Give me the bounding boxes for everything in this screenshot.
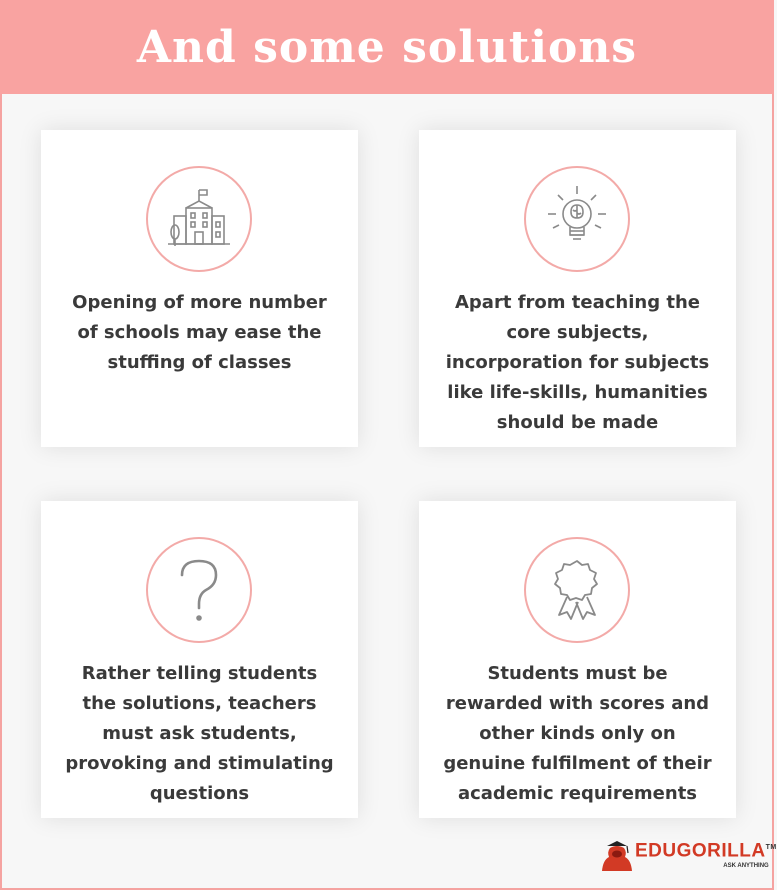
icon-circle (524, 166, 630, 272)
card-text: Apart from teaching the core subjects, incorporation for subjects like life-skills, humanities should be made (445, 292, 710, 433)
icon-circle (524, 537, 630, 643)
page-title: And some solutions (136, 21, 638, 73)
icon-circle (146, 166, 252, 272)
card-text: Students must be rewarded with scores and other kinds only on genuine fulfilment of their academic requirements (443, 663, 712, 804)
lightbulb-brain-icon (540, 182, 614, 256)
card-text: Rather telling students the solutions, teachers must ask students, provoking and stimulating questions (65, 663, 334, 804)
edugorilla-logo (601, 836, 777, 872)
header-banner (0, 0, 774, 94)
solution-card-rewards (419, 501, 736, 818)
logo-name (635, 838, 777, 861)
card-text: Opening of more number of schools may ease the stuffing of classes (72, 292, 327, 373)
question-mark-icon (169, 555, 229, 625)
logo-brand-name: EDUGORILLA (635, 840, 766, 862)
logo-tagline: ASK ANYTHING (723, 862, 769, 869)
icon-circle (146, 537, 252, 643)
logo-text (635, 838, 777, 869)
school-building-icon (164, 184, 234, 254)
solution-card-curriculum (419, 130, 736, 447)
award-ribbon-icon (547, 555, 607, 625)
logo-trademark: TM (765, 844, 777, 852)
gorilla-mascot-icon (601, 836, 633, 872)
solution-card-questions (41, 501, 358, 818)
solution-card-schools (41, 130, 358, 447)
